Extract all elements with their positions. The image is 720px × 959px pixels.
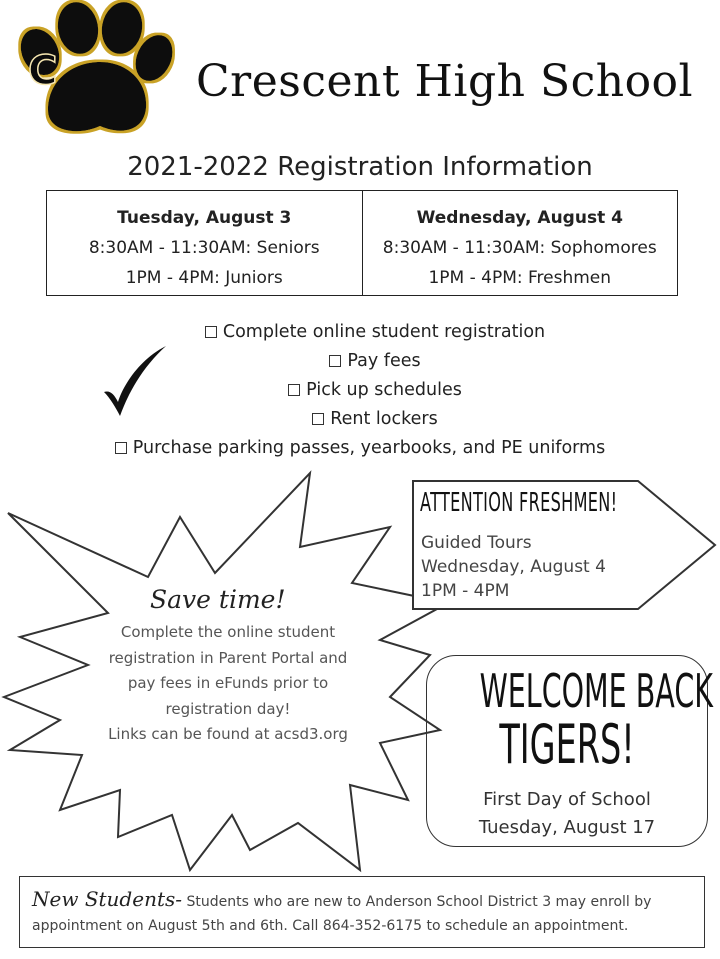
- logo-letter: C: [28, 48, 58, 94]
- new-students-text-2: appointment on August 5th and 6th. Call 864-352-6175 to schedule an appointment.: [32, 918, 629, 934]
- save-time-line: Complete the online student: [120, 623, 336, 641]
- day-title: Wednesday, August 4: [416, 208, 623, 228]
- checklist-item: [0, 347, 720, 376]
- checklist-item-label: Complete online student registration: [222, 322, 546, 342]
- first-day-label: First Day of School: [483, 789, 651, 810]
- save-time-line: registration day!: [165, 699, 291, 718]
- schedule-table: [46, 190, 678, 296]
- paw-logo-icon: [18, 0, 178, 140]
- checklist-item-label: Rent lockers: [330, 409, 438, 429]
- schedule-day-wednesday: [362, 191, 678, 295]
- registration-heading: 2021-2022 Registration Information: [127, 152, 593, 182]
- attention-title: ATTENTION FRESHMEN!: [420, 488, 618, 518]
- first-day-date: Tuesday, August 17: [478, 817, 656, 838]
- checklist-item-label: Purchase parking passes, yearbooks, and PE uniforms: [132, 438, 606, 458]
- attention-line: Guided Tours: [421, 533, 532, 553]
- checkbox-icon: [312, 413, 324, 425]
- day-title: Tuesday, August 3: [117, 208, 292, 228]
- new-students-banner: [19, 876, 705, 948]
- save-time-line: registration in Parent Portal and: [108, 648, 348, 667]
- checkbox-icon: [205, 326, 217, 338]
- first-day-info: [426, 786, 708, 842]
- attention-line: Wednesday, August 4: [421, 557, 606, 577]
- save-time-body: [78, 620, 378, 748]
- registration-checklist: [0, 318, 720, 463]
- checkbox-icon: [329, 355, 341, 367]
- welcome-line-1: WELCOME BACK: [479, 664, 713, 718]
- save-time-line: pay fees in eFunds prior to: [127, 674, 329, 692]
- save-time-title: Save time!: [150, 585, 286, 614]
- checklist-item: [0, 434, 720, 463]
- checkbox-icon: [288, 384, 300, 396]
- welcome-line-2: TIGERS!: [499, 713, 635, 776]
- save-time-line: Links can be found at acsd3.org: [108, 725, 348, 743]
- checklist-item-label: Pick up schedules: [306, 380, 462, 400]
- checklist-item: [0, 318, 720, 347]
- attention-line: 1PM - 4PM: [421, 581, 510, 601]
- schedule-line: 8:30AM - 11:30AM: Seniors: [88, 238, 320, 258]
- school-title: Crescent High School: [196, 56, 694, 107]
- checklist-item: [0, 405, 720, 434]
- checklist-item-label: Pay fees: [347, 351, 421, 371]
- checklist-item: [0, 376, 720, 405]
- new-students-label: New Students-: [32, 887, 183, 911]
- attention-body: [421, 531, 606, 603]
- checkbox-icon: [115, 442, 127, 454]
- schedule-day-tuesday: [47, 191, 362, 295]
- schedule-line: 8:30AM - 11:30AM: Sophomores: [382, 238, 657, 258]
- schedule-line: 1PM - 4PM: Juniors: [125, 268, 283, 288]
- new-students-text-1: Students who are new to Anderson School District 3 may enroll by: [186, 894, 652, 910]
- schedule-line: 1PM - 4PM: Freshmen: [428, 268, 612, 288]
